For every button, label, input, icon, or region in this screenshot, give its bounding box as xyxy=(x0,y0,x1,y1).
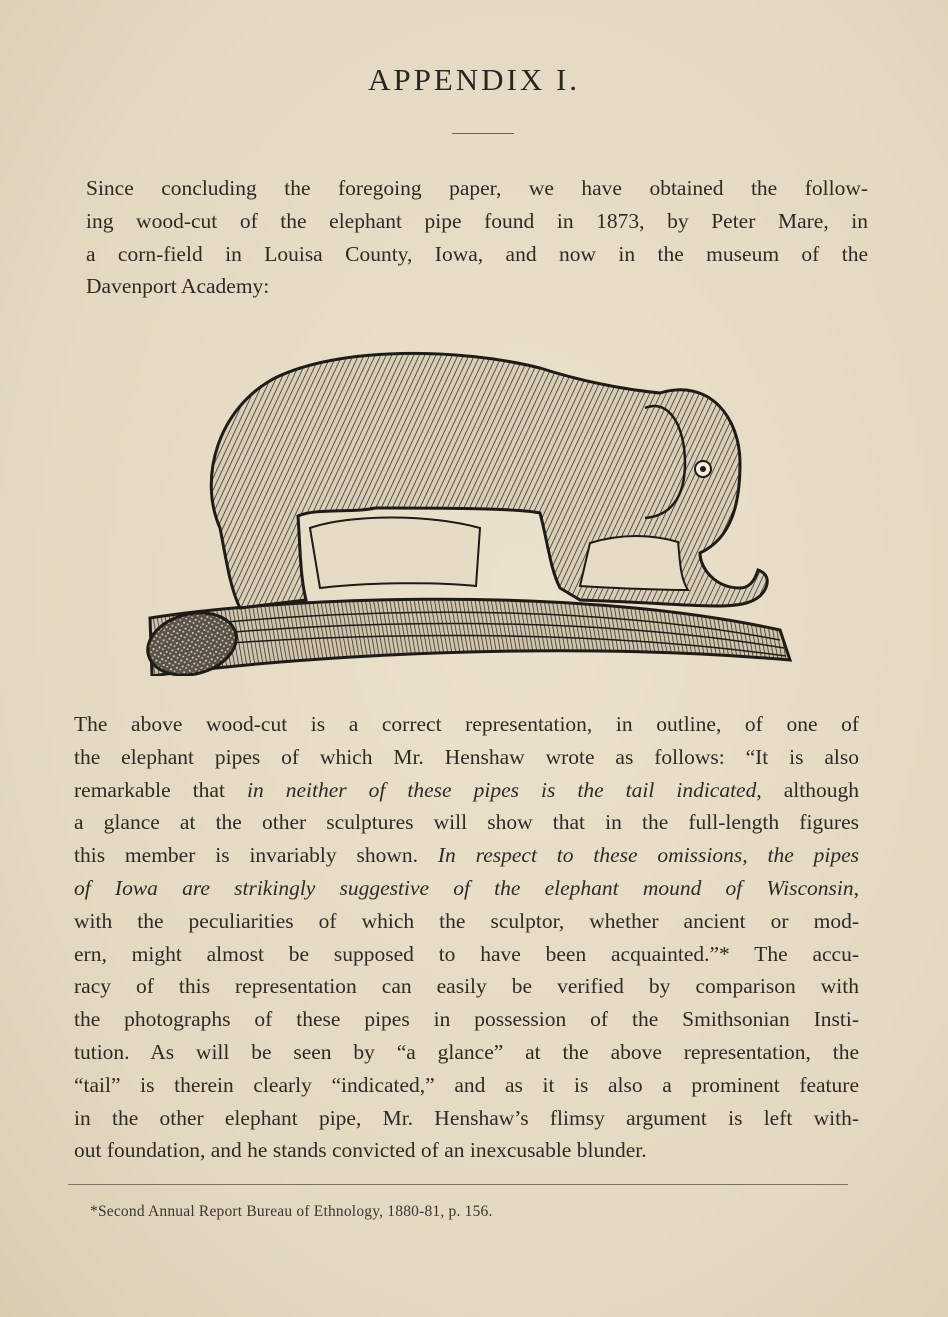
body-text: the elephant pipes of which Mr. Henshaw wrote as follows: “It is also xyxy=(74,744,859,769)
body-line xyxy=(74,970,859,1003)
page-title: APPENDIX I. xyxy=(367,62,581,97)
body-text: , although xyxy=(756,777,859,802)
body-text: tution. As will be seen by “a glance” at the above representation, the xyxy=(74,1039,859,1064)
title-divider xyxy=(452,133,514,134)
body-line xyxy=(74,905,859,938)
body-line xyxy=(74,1036,859,1069)
body-line xyxy=(74,741,859,774)
body-paragraph xyxy=(74,708,859,1167)
italic-text: in neither of these pipes is the tail indicated xyxy=(246,777,757,802)
body-text: racy of this representation can easily be verified by comparison with xyxy=(74,974,859,999)
intro-line: ing wood-cut of the elephant pipe found in 1873, by Peter Mare, in xyxy=(86,208,868,233)
body-text: , xyxy=(853,875,859,900)
body-text: a glance at the other sculptures will show that in the full-length figures xyxy=(74,810,859,835)
body-line xyxy=(74,1134,859,1167)
body-line xyxy=(74,806,859,839)
body-text: this member is invariably shown. xyxy=(74,843,438,868)
body-line xyxy=(74,774,859,807)
body-text: with the peculiarities of which the sculptor, whether ancient or mod- xyxy=(74,908,859,933)
body-line xyxy=(74,1003,859,1036)
intro-line: a corn-field in Louisa County, Iowa, and now in the museum of the xyxy=(86,241,868,266)
body-text: the photographs of these pipes in possession of the Smithsonian Insti- xyxy=(74,1007,859,1032)
body-text: “tail” is therein clearly “indicated,” and as it is also a prominent feature xyxy=(74,1072,859,1097)
italic-text: of Iowa are strikingly suggestive of the elephant mound of Wisconsin xyxy=(74,875,854,900)
intro-line: Since concluding the foregoing paper, we have obtained the follow- xyxy=(86,176,868,200)
body-line xyxy=(74,1102,859,1135)
body-line xyxy=(74,1069,859,1102)
body-text: remarkable that xyxy=(74,777,247,802)
intro-line: Davenport Academy: xyxy=(86,274,270,299)
intro-paragraph xyxy=(86,172,868,303)
footnote-divider xyxy=(68,1184,848,1185)
italic-text: In respect to these omissions, the pipes xyxy=(437,843,859,868)
body-line xyxy=(74,708,859,741)
body-line xyxy=(74,938,859,971)
footnote: *Second Annual Report Bureau of Ethnology, 1880-81, p. 156. xyxy=(90,1203,493,1220)
body-line xyxy=(74,872,859,905)
elephant-pipe-woodcut-icon xyxy=(140,338,795,676)
body-text: in the other elephant pipe, Mr. Henshaw’s flimsy argument is left with- xyxy=(74,1105,859,1130)
body-line xyxy=(74,839,859,872)
body-text: ern, might almost be supposed to have been acquainted.”* The accu- xyxy=(74,941,859,966)
body-text: out foundation, and he stands convicted of an inexcusable blunder. xyxy=(74,1138,647,1163)
body-text: The above wood-cut is a correct representation, in outline, of one of xyxy=(74,712,859,736)
